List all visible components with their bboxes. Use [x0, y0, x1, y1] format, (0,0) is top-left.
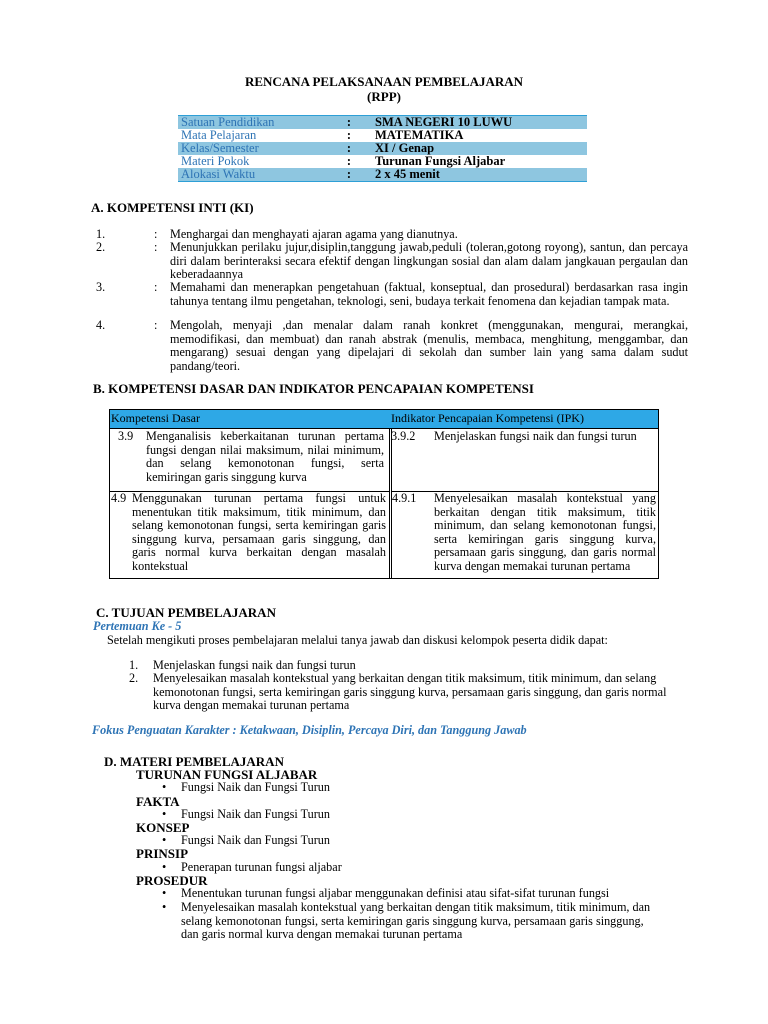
ki-text: Menghargai dan menghayati ajaran agama yang dianutnya. [170, 227, 458, 241]
column-divider [389, 428, 390, 579]
info-value: MATEMATIKA [372, 129, 587, 142]
section-d-heading: D. MATERI PEMBELAJARAN [104, 754, 284, 769]
kd-number: 4.9 [111, 491, 127, 505]
prinsip-bullet: • Penerapan turunan fungsi aljabar [181, 861, 342, 875]
info-label: Alokasi Waktu [178, 168, 326, 182]
objective-number: 2. [129, 671, 139, 685]
ipk-text: Menjelaskan fungsi naik dan fungsi turun [434, 429, 637, 443]
kd-text: Menganalisis keberkaitanan turunan pertama fungsi dengan nilai maksimum, nilai minimum, dan selang kemonotonan fungsi, serta kemiringan garis singgung kurva [146, 429, 384, 484]
prosedur-bullet: • Menentukan turunan fungsi aljabar menggunakan definisi atau sifat-sifat turunan fungsi [181, 887, 671, 901]
ki-number: 4. [96, 318, 106, 332]
info-colon: : [326, 168, 372, 182]
info-label: Satuan Pendidikan [178, 116, 326, 130]
prosedur-heading: PROSEDUR [136, 873, 208, 888]
section-c-heading: C. TUJUAN PEMBELAJARAN [96, 605, 276, 620]
meeting-label: Pertemuan Ke - 5 [93, 619, 182, 633]
info-row [178, 168, 587, 182]
info-table [178, 115, 587, 182]
objective-intro: Setelah mengikuti proses pembelajaran melalui tanya jawab dan diskusi kelompok peserta didik dapat: [107, 633, 608, 647]
ki-number: 3. [96, 280, 106, 294]
ipk-text: Menyelesaikan masalah kontekstual yang berkaitan dengan titik maksimum, titik minimum, dan selang kemonotonan fungsi, serta kemiringan garis singgung kurva, persamaan garis singgung, dan garis normal kurva dengan memakai turunan pertama [434, 491, 656, 573]
kd-table-header [110, 410, 658, 429]
ki-number: 2. [96, 240, 106, 254]
info-value: SMA NEGERI 10 LUWU [372, 116, 587, 130]
ki-colon: : [154, 240, 158, 254]
ipk-number: 4.9.1 [392, 491, 417, 505]
info-colon: : [326, 142, 372, 155]
section-a-heading: A. KOMPETENSI INTI (KI) [91, 200, 254, 215]
info-colon: : [326, 129, 372, 142]
kd-table [109, 409, 659, 579]
ki-text: Menunjukkan perilaku jujur,disiplin,tanggung jawab,peduli (toleran,gotong royong), santun, dan percaya diri dalam berinteraksi secara efektif dengan lingkungan sosial dan alam dalam jangkauan pergaulan dan keberadaannya [170, 240, 688, 282]
info-value: XI / Genap [372, 142, 587, 155]
info-value: 2 x 45 menit [372, 168, 587, 182]
document-title: RENCANA PELAKSANAAN PEMBELAJARAN [244, 74, 524, 89]
info-row [178, 116, 587, 130]
ipk-column-header: Indikator Pencapaian Kompetensi (IPK) [391, 411, 584, 425]
ki-text: Mengolah, menyaji ,dan menalar dalam ranah konkret (menggunakan, mengurai, merangkai, memodifikasi, dan membuat) dan ranah abstrak (menulis, membaca, menghitung, menggambar, dan mengarang) sesuai dengan yang dipelajari di sekolah dan sumber lain yang sama dalam sudut pandang/teori. [170, 318, 688, 373]
objective-number: 1. [129, 658, 139, 672]
info-colon: : [326, 116, 372, 130]
objective-text: Menyelesaikan masalah kontekstual yang berkaitan dengan titik maksimum, titik minimum, dan selang kemonotonan fungsi, serta kemiringan garis singgung kurva, persamaan garis singgung, dan garis normal kurva dengan memakai turunan pertama [153, 671, 667, 713]
kd-number: 3.9 [118, 429, 134, 443]
fakta-bullet: • Fungsi Naik dan Fungsi Turun [181, 808, 330, 822]
info-label: Kelas/Semester [178, 142, 326, 155]
kd-column-header: Kompetensi Dasar [111, 411, 200, 425]
info-label: Mata Pelajaran [178, 129, 326, 142]
section-b-heading: B. KOMPETENSI DASAR DAN INDIKATOR PENCAPAIAN KOMPETENSI [93, 381, 534, 396]
info-colon: : [326, 155, 372, 168]
info-value: Turunan Fungsi Aljabar [372, 155, 587, 168]
ki-number: 1. [96, 227, 106, 241]
character-focus: Fokus Penguatan Karakter : Ketakwaan, Disiplin, Percaya Diri, dan Tanggung Jawab [92, 723, 527, 737]
ki-colon: : [154, 227, 158, 241]
ipk-number: 3.9.2 [391, 429, 416, 443]
ki-colon: : [154, 280, 158, 294]
ki-text: Memahami dan menerapkan pengetahuan (faktual, konseptual, dan prosedural) berdasarkan rasa ingin tahunya tentang ilmu pengetahan, teknologi, seni, budaya terkait fenomena dan kejadian tampak mata. [170, 280, 688, 308]
prosedur-bullet: • Menyelesaikan masalah kontekstual yang berkaitan dengan titik maksimum, titik minimum, dan selang kemonotonan fungsi, serta kemiringan garis singgung kurva, persamaan garis singgung, dan garis normal kurva dengan memakai turunan pertama [181, 901, 651, 942]
kd-text: Menggunakan turunan pertama fungsi untuk menentukan titik maksimum, titik minimum, dan selang kemonotonan fungsi, serta kemiringan garis singgung kurva, persamaan garis singgung, dan garis normal kurva berkaitan dengan masalah kontekstual [132, 491, 386, 573]
info-label: Materi Pokok [178, 155, 326, 168]
materi-topic-title: TURUNAN FUNGSI ALJABAR [136, 767, 318, 782]
ki-colon: : [154, 318, 158, 332]
objective-text: Menjelaskan fungsi naik dan fungsi turun [153, 658, 356, 672]
konsep-bullet: • Fungsi Naik dan Fungsi Turun [181, 834, 330, 848]
materi-bullet: • Fungsi Naik dan Fungsi Turun [181, 781, 330, 795]
prinsip-heading: PRINSIP [136, 846, 189, 861]
konsep-heading: KONSEP [136, 820, 190, 835]
document-subtitle: (RPP) [367, 89, 401, 104]
fakta-heading: FAKTA [136, 794, 180, 809]
